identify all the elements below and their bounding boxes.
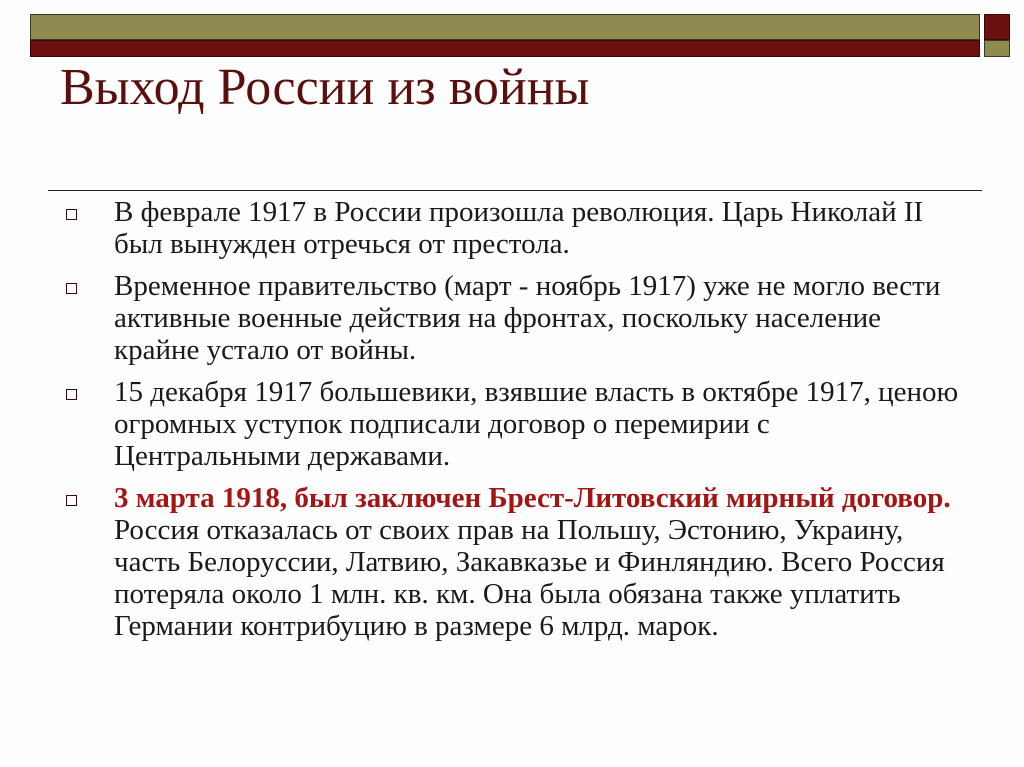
- title-divider: [48, 190, 982, 191]
- header-square-olive: [984, 40, 1010, 57]
- bullet-highlight-text: 3 марта 1918, был заключен Брест-Литовский мирный договор.: [114, 482, 951, 514]
- header-bar-olive: [30, 14, 980, 40]
- header-square-maroon: [984, 14, 1010, 40]
- bullet-text: Временное правительство (март - ноябрь 1917) уже не могло вести активные военные действия на фронтах, поскольку население крайне устало от войны.: [114, 270, 941, 366]
- bullet-item: [62, 270, 962, 366]
- square-bullet-icon: [66, 283, 77, 294]
- bullet-item: [62, 376, 962, 472]
- slide-title: Выход России из войны: [60, 59, 590, 116]
- bullet-item: [62, 196, 962, 260]
- square-bullet-icon: [66, 495, 77, 506]
- bullet-text: В феврале 1917 в России произошла революция. Царь Николай II был вынужден отречься от престола.: [114, 196, 924, 260]
- bullet-item: [62, 482, 962, 642]
- square-bullet-icon: [66, 389, 77, 400]
- bullet-text: Россия отказалась от своих прав на Польшу, Эстонию, Украину, часть Белоруссии, Латвию, Закавказье и Финляндию. Всего Россия потеряла около 1 млн. кв. км. Она была обязана также уплатить Германии контрибуцию в размере 6 млрд. марок.: [114, 514, 945, 642]
- bullet-list: [62, 196, 962, 652]
- square-bullet-icon: [66, 209, 77, 220]
- bullet-text: 15 декабря 1917 большевики, взявшие власть в октябре 1917, ценою огромных уступок подписали договор о перемирии с Центральными державами.: [114, 376, 959, 472]
